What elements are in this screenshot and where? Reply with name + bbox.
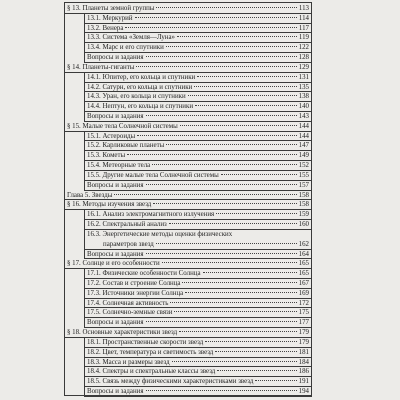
- dot-leader: [146, 115, 297, 116]
- toc-entry-title: параметров звезд: [103, 240, 154, 248]
- toc-entry-title: 17.3. Источники энергии Солнца: [87, 289, 184, 297]
- toc-entry-page: 131: [298, 73, 309, 81]
- dot-leader: [127, 154, 297, 155]
- dot-leader: [217, 370, 296, 371]
- toc-entry-title: 13.2. Венера: [87, 24, 124, 32]
- dot-leader: [156, 7, 297, 8]
- toc-entry-title: 16.2. Спектральный анализ: [87, 221, 167, 229]
- toc-entry-title: 15.4. Метеорные тела: [87, 162, 151, 170]
- toc-entry-page: 119: [298, 34, 309, 42]
- dot-leader: [185, 292, 296, 293]
- toc-entry-page: 143: [298, 113, 309, 121]
- dot-leader: [162, 262, 297, 263]
- toc-entry-title: § 17. Солнце и его особенности: [67, 260, 160, 268]
- toc-entry-page: 114: [298, 14, 309, 22]
- subsection-indent-border: [84, 337, 85, 396]
- toc-entry-page: 147: [298, 142, 309, 150]
- dot-leader: [146, 56, 297, 57]
- dot-leader: [179, 331, 297, 332]
- toc-entry-title: Вопросы и задания: [87, 387, 144, 395]
- subsection-indent-border: [84, 131, 85, 190]
- toc-entry-page: 165: [298, 260, 309, 268]
- toc-entry-title: 14.1. Юпитер, его кольца и спутники: [87, 73, 196, 81]
- dot-leader: [195, 105, 297, 106]
- dot-leader: [169, 223, 297, 224]
- toc-entry-title: 17.1. Физические особенности Солнца: [87, 270, 201, 278]
- dot-leader: [146, 184, 297, 185]
- dot-leader: [194, 86, 296, 87]
- dot-leader: [153, 203, 296, 204]
- dot-leader: [146, 390, 297, 391]
- dot-leader: [146, 253, 297, 254]
- dot-leader: [203, 272, 297, 273]
- toc-entry-title: 13.3. Система «Земля—Луна»: [87, 34, 175, 42]
- toc-entry-page: 144: [298, 132, 309, 140]
- toc-entry-title: § 15. Малые тела Солнечной системы: [67, 122, 178, 130]
- dot-leader: [216, 213, 296, 214]
- toc-entry-page: 169: [298, 289, 309, 297]
- toc-entry-title: 15.2. Карликовые планеты: [87, 142, 165, 150]
- dot-leader: [170, 302, 296, 303]
- toc-entry-page: 160: [298, 221, 309, 229]
- toc-entry-title: 14.3. Уран, его кольца и спутники: [87, 93, 186, 101]
- row-divider: [84, 396, 312, 397]
- toc-entry-title: § 16. Методы изучения звезд: [67, 201, 152, 209]
- toc-entry-page: 164: [298, 250, 309, 258]
- dot-leader: [152, 164, 296, 165]
- toc-entry-title: 15.3. Кометы: [87, 152, 126, 160]
- toc-entry-page: 179: [298, 338, 309, 346]
- dot-leader: [166, 144, 296, 145]
- subsection-indent-border: [84, 268, 85, 327]
- toc-entry-page: 167: [298, 279, 309, 287]
- toc-entry-page: 184: [298, 358, 309, 366]
- toc-entry-title: 18.5. Связь между физическими характеристиками звезд: [87, 378, 254, 386]
- dot-leader: [205, 341, 296, 342]
- toc-entry-page: 191: [298, 378, 309, 386]
- dot-leader: [156, 243, 297, 244]
- toc-entry-title: 16.1. Анализ электромагнитного излучения: [87, 211, 215, 219]
- toc-entry-title: 16.3. Энергетические методы оценки физических: [87, 230, 233, 238]
- toc-entry-title: 18.1. Пространственные скорости звезд: [87, 338, 204, 346]
- toc-entry-page: 158: [298, 201, 309, 209]
- toc-entry-title: 17.4. Солнечная активность: [87, 299, 169, 307]
- dot-leader: [197, 76, 296, 77]
- toc-entry-page: 172: [298, 299, 309, 307]
- toc-entry-page: 149: [298, 152, 309, 160]
- toc-entry-page: 144: [298, 122, 309, 130]
- toc-entry-title: 18.4. Спектры и спектральные классы звезд: [87, 368, 216, 376]
- toc-entry-page: 177: [298, 319, 309, 327]
- toc-entry-title: 13.4. Марс и его спутники: [87, 44, 164, 52]
- toc-entry-page: 181: [298, 348, 309, 356]
- dot-leader: [135, 17, 297, 18]
- toc-entry-page: 179: [298, 329, 309, 337]
- subsection-indent-border: [84, 13, 85, 62]
- toc-entry-page: 122: [298, 44, 309, 52]
- toc-entry-page: 140: [298, 103, 309, 111]
- toc-entry-title: § 13. Планеты земной группы: [67, 5, 155, 12]
- dot-leader: [172, 361, 297, 362]
- toc-entry-page: 135: [298, 83, 309, 91]
- dot-leader: [136, 66, 296, 67]
- toc-entry-page: 113: [298, 5, 309, 12]
- toc-entry-title: § 14. Планеты-гиганты: [67, 63, 135, 71]
- toc-entry-page: 186: [298, 368, 309, 376]
- toc-entry-title: 14.2. Сатурн, его кольца и спутники: [87, 83, 193, 91]
- dot-leader: [125, 27, 296, 28]
- toc-entry-page: 152: [298, 162, 309, 170]
- toc-entry-page: 159: [298, 211, 309, 219]
- dot-leader: [221, 174, 297, 175]
- toc-entry-page: 165: [298, 270, 309, 278]
- toc-entry-title: 18.2. Цвет, температура и светимость звезд: [87, 348, 214, 356]
- toc-entry-title: § 18. Основные характеристики звезд: [67, 329, 178, 337]
- toc-entry-page: 128: [298, 54, 309, 62]
- toc-entry-page: 129: [298, 63, 309, 71]
- toc-entry-title: Вопросы и задания: [87, 54, 144, 62]
- toc-entry-page: 157: [298, 181, 309, 189]
- toc-entry-title: 18.3. Масса и размеры звезд: [87, 358, 170, 366]
- toc-entry-title: 13.1. Меркурий: [87, 14, 133, 22]
- subsection-indent-border: [84, 72, 85, 121]
- dot-leader: [215, 351, 296, 352]
- subsection-indent-border: [84, 209, 85, 258]
- toc-entry-title: Вопросы и задания: [87, 113, 144, 121]
- toc-entry-title: 17.5. Солнечно-земные связи: [87, 309, 173, 317]
- toc-entry-title: Вопросы и задания: [87, 319, 144, 327]
- toc-entry-page: 158: [298, 191, 309, 199]
- dot-leader: [166, 46, 297, 47]
- toc-entry-title: 17.2. Состав и строение Солнца: [87, 279, 181, 287]
- toc-entry-title: Вопросы и задания: [87, 181, 144, 189]
- toc-entry-title: 14.4. Нептун, его кольца и спутники: [87, 103, 194, 111]
- toc-entry-page: 155: [298, 171, 309, 179]
- toc-entry-page: 194: [298, 387, 309, 395]
- toc-entry-page: 117: [298, 24, 309, 32]
- toc-entry-title: Вопросы и задания: [87, 250, 144, 258]
- dot-leader: [177, 36, 297, 37]
- dot-leader: [174, 311, 296, 312]
- toc-entry-page: 175: [298, 309, 309, 317]
- dot-leader: [180, 125, 297, 126]
- toc-entry-page: 138: [298, 93, 309, 101]
- toc-entry-title: Глава 5. Звезды: [67, 191, 113, 199]
- toc-entry-title: 15.1. Астероиды: [87, 132, 136, 140]
- dot-leader: [255, 380, 296, 381]
- dot-leader: [114, 194, 296, 195]
- dot-leader: [146, 321, 297, 322]
- toc-entry-title: 15.5. Другие малые тела Солнечной системы: [87, 171, 219, 179]
- toc-entry-page: 162: [298, 240, 309, 248]
- dot-leader: [182, 282, 296, 283]
- dot-leader: [188, 95, 297, 96]
- dot-leader: [137, 135, 297, 136]
